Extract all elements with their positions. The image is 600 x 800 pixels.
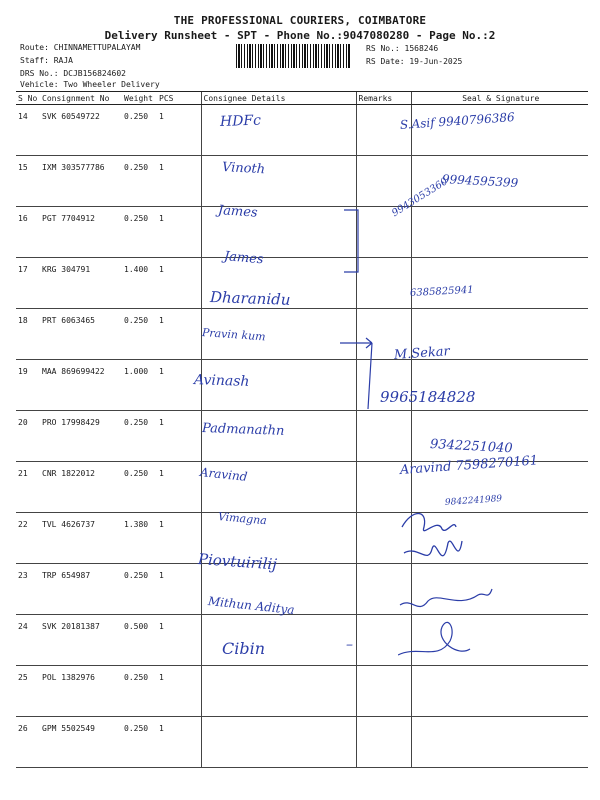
table-row <box>16 258 588 309</box>
cell-consignment: IXM 303577786 <box>40 156 122 207</box>
cell-weight: 0.250 <box>122 156 157 207</box>
handwritten-consignee: Cibin <box>222 639 266 659</box>
cell-remarks <box>356 717 411 768</box>
company-title: THE PROFESSIONAL COURIERS, COIMBATORE <box>173 14 427 27</box>
cell-sno: 24 <box>16 615 40 666</box>
cell-consignee <box>201 717 356 768</box>
cell-sno: 15 <box>16 156 40 207</box>
handwritten-seal: 9842241989 <box>444 494 503 509</box>
cell-sno: 20 <box>16 411 40 462</box>
staff-label: Staff: RAJA <box>20 56 73 65</box>
cell-consignment: CNR 1822012 <box>40 462 122 513</box>
cell-pcs: 1 <box>157 462 201 513</box>
cell-consignment: PRO 17998429 <box>40 411 122 462</box>
cell-sno: 19 <box>16 360 40 411</box>
cell-seal <box>411 258 588 309</box>
barcode <box>236 44 351 68</box>
col-sno: S No <box>16 92 40 105</box>
col-consignee: Consignee Details <box>201 92 356 105</box>
cell-weight: 0.250 <box>122 564 157 615</box>
cell-remarks <box>356 411 411 462</box>
cell-sno: 23 <box>16 564 40 615</box>
cell-consignment: GPM 5502549 <box>40 717 122 768</box>
cell-weight: 0.250 <box>122 717 157 768</box>
cell-seal <box>411 717 588 768</box>
cell-pcs: 1 <box>157 309 201 360</box>
cell-weight: 0.250 <box>122 462 157 513</box>
arrow-mark <box>338 335 384 415</box>
cell-consignment: SVK 60549722 <box>40 105 122 156</box>
cell-consignment: PRT 6063465 <box>40 309 122 360</box>
handwritten-consignee: Vimagna <box>217 510 268 528</box>
cell-weight: 1.400 <box>122 258 157 309</box>
handwritten-seal: 6385825941 <box>409 285 474 300</box>
cell-consignment: SVK 20181387 <box>40 615 122 666</box>
cell-weight: 0.250 <box>122 105 157 156</box>
handwritten-consignee: Avinash <box>193 371 250 390</box>
cell-consignment: TRP 654987 <box>40 564 122 615</box>
cell-sno: 18 <box>16 309 40 360</box>
cell-pcs: 1 <box>157 360 201 411</box>
cell-weight: 0.250 <box>122 411 157 462</box>
bracket-mark <box>342 206 364 276</box>
cell-remarks <box>356 258 411 309</box>
cell-remarks <box>356 156 411 207</box>
cell-sno: 17 <box>16 258 40 309</box>
handwritten-seal: M.Sekar <box>393 344 451 363</box>
handwritten-consignee: Vinoth <box>221 159 266 177</box>
cell-pcs: 1 <box>157 666 201 717</box>
cell-pcs: 1 <box>157 513 201 564</box>
cell-sno: 21 <box>16 462 40 513</box>
handwritten-seal: S.Asif 9940796386 <box>399 110 516 132</box>
rs-date: RS Date: 19-Jun-2025 <box>366 57 463 66</box>
handwritten-seal: Aravind 7598270161 <box>399 453 539 478</box>
cell-consignee <box>201 666 356 717</box>
cell-weight: 0.250 <box>122 666 157 717</box>
cell-consignment: POL 1382976 <box>40 666 122 717</box>
col-consignment: Consignment No <box>40 92 122 105</box>
runsheet-table <box>16 91 588 768</box>
cell-consignment: TVL 4626737 <box>40 513 122 564</box>
cell-weight: 0.250 <box>122 309 157 360</box>
cell-consignment: PGT 7704912 <box>40 207 122 258</box>
signature-scribbles <box>398 505 558 665</box>
cell-sno: 25 <box>16 666 40 717</box>
runsheet-subtitle: Delivery Runsheet - SPT - Phone No.:9047080280 - Page No.:2 <box>104 29 496 42</box>
table-row <box>16 666 588 717</box>
handwritten-consignee: James <box>223 248 265 268</box>
vehicle-label: Vehicle: Two Wheeler Delivery <box>20 80 160 89</box>
cell-weight: 1.380 <box>122 513 157 564</box>
handwritten-consignee: James <box>217 203 259 221</box>
cell-consignee <box>201 105 356 156</box>
col-pcs: PCS <box>157 92 201 105</box>
cell-pcs: 1 <box>157 105 201 156</box>
cell-consignment: MAA 869699422 <box>40 360 122 411</box>
cell-pcs: 1 <box>157 258 201 309</box>
table-row <box>16 207 588 258</box>
cell-pcs: 1 <box>157 615 201 666</box>
handwritten-consignee: Aravind <box>199 464 249 484</box>
handwritten-consignee: Mithun Aditya <box>207 593 296 617</box>
handwritten-consignee: Padmanathn <box>201 421 285 440</box>
handwritten-consignee: Pravin kum <box>201 326 267 344</box>
handwritten-seal: 9342251040 <box>429 437 513 457</box>
col-remarks: Remarks <box>356 92 411 105</box>
cell-weight: 0.250 <box>122 207 157 258</box>
table-row <box>16 309 588 360</box>
cell-sno: 26 <box>16 717 40 768</box>
table-row <box>16 360 588 411</box>
cell-weight: 1.000 <box>122 360 157 411</box>
cell-consignment: KRG 304791 <box>40 258 122 309</box>
handwritten-remark: – <box>346 637 353 654</box>
table-header <box>16 92 588 105</box>
cell-weight: 0.500 <box>122 615 157 666</box>
cell-seal <box>411 666 588 717</box>
cell-seal <box>411 207 588 258</box>
cell-pcs: 1 <box>157 207 201 258</box>
route-label: Route: CHINNAMETTUPALAYAM <box>20 43 141 52</box>
rs-number: RS No.: 1568246 <box>366 44 439 53</box>
col-seal: Seal & Signature <box>411 92 588 105</box>
cell-pcs: 1 <box>157 564 201 615</box>
cell-sno: 22 <box>16 513 40 564</box>
cell-pcs: 1 <box>157 717 201 768</box>
table-row <box>16 717 588 768</box>
cell-pcs: 1 <box>157 156 201 207</box>
col-weight: Weight <box>122 92 157 105</box>
handwritten-seal: 9965184828 <box>380 387 476 406</box>
handwritten-consignee: Piovtuirilij <box>197 550 278 574</box>
handwritten-consignee: Dharanidu <box>209 288 291 310</box>
handwritten-seal: 9943053360 <box>390 176 450 220</box>
handwritten-consignee: HDFc <box>219 112 262 130</box>
drs-number: DRS No.: DCJB156824602 <box>20 69 126 78</box>
cell-remarks <box>356 666 411 717</box>
cell-sno: 16 <box>16 207 40 258</box>
handwritten-seal: 9994595399 <box>441 171 519 190</box>
cell-sno: 14 <box>16 105 40 156</box>
cell-pcs: 1 <box>157 411 201 462</box>
